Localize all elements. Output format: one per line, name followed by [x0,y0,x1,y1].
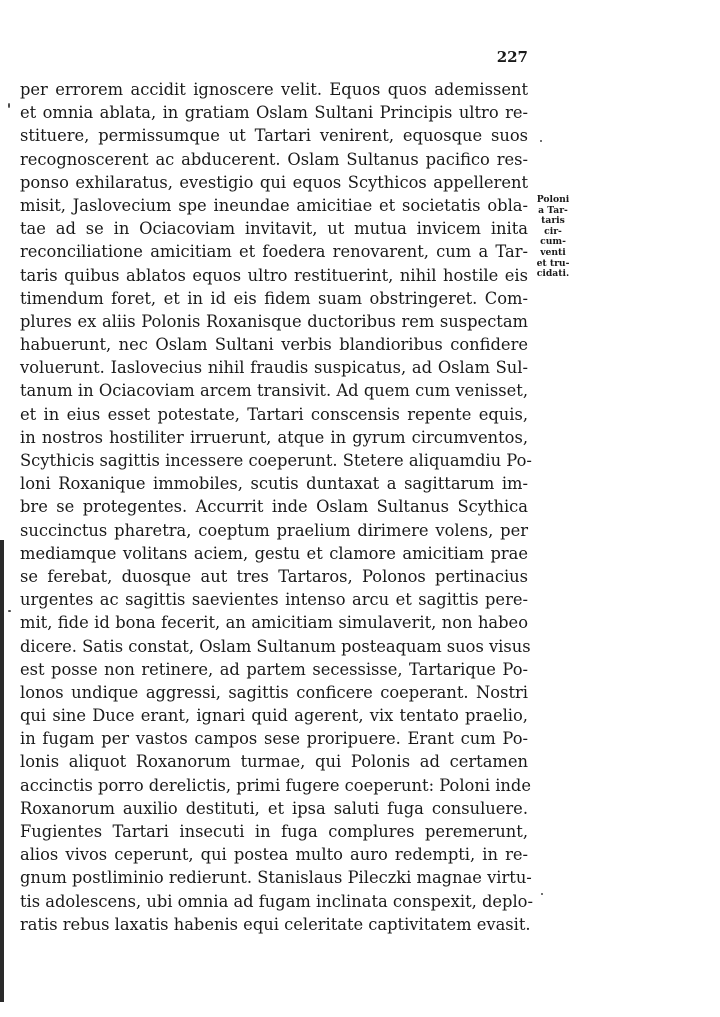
text-line: in nostros hostiliter irruerunt, atque in gyrum circumventos, [20,427,528,447]
text-line: recognoscerent ac abducerent. Oslam Sultanus pacifico res- [20,149,528,169]
marginal-note-line: a Tar- [538,204,568,216]
text-line: lonis aliquot Roxanorum turmae, qui Polonis ad certamen [20,752,528,772]
text-line: Fugientes Tartari insecuti in fuga complures peremerunt, [20,822,528,841]
text-line: tanum in Ociacoviam arcem transivit. Ad quem cum venisset, [20,381,528,401]
text-line: Roxanorum auxilio destituti, et ipsa saluti fuga consuluere. [20,798,528,818]
text-line: mit, fide id bona fecerit, an amicitiam simulaverit, non habeo [20,613,528,633]
marginal-note-line: cidati. [536,268,570,280]
page-edge-shadow [0,540,4,1002]
text-line: bre se protegentes. Accurrit inde Oslam Sultanus Scythica [20,497,528,517]
marginal-note-line: Poloni [536,194,570,205]
marginal-note [533,195,573,280]
text-line: habuerunt, nec Oslam Sultani verbis blandioribus confidere [20,335,528,355]
text-line: qui sine Duce erant, ignari quid agerent, vix tentato praelio, [20,706,528,726]
marginal-note-line: taris [541,215,565,227]
text-line: plures ex aliis Polonis Roxanisque ductoribus rem suspectam [20,311,528,331]
marginal-note-line: venti [540,246,566,258]
text-line: in fugam per vastos campos sese proripuere. Erant cum Po- [20,729,528,749]
text-line: mediamque volitans aciem, gestu et clamore amicitiam prae [20,543,528,563]
print-speck [8,610,11,612]
text-line: ratis rebus laxatis habenis equi celeritate captivitatem evasit. [20,914,531,934]
text-line: gnum postliminio redierunt. Stanislaus Pileczki magnae virtu- [20,868,532,888]
print-speck [541,893,543,895]
text-line: tae ad se in Ociacoviam invitavit, ut mutua invicem inita [20,219,528,239]
text-line: tis adolescens, ubi omnia ad fugam inclinata conspexit, deplo- [20,891,533,911]
text-line: misit, Jaslovecium spe ineundae amicitiae et societatis obla- [20,195,528,215]
text-line: taris quibus ablatos equos ultro restituerint, nihil hostile eis [20,265,528,285]
text-line: timendum foret, et in id eis fidem suam obstringeret. Com- [20,288,528,308]
text-line: voluerunt. Iaslovecius nihil fraudis suspicatus, ad Oslam Sul- [20,358,528,378]
text-line: Scythicis sagittis incessere coeperunt. Stetere aliquamdiu Po- [20,451,532,470]
text-line: stituere, permissumque ut Tartari venirent, equosque suos [20,126,528,146]
page-number: 227 [496,48,528,66]
print-speck [8,103,10,108]
text-line: urgentes ac sagittis saevientes intenso arcu et sagittis pere- [20,590,528,610]
text-line: ponso exhilaratus, evestigio qui equos Scythicos appellerent [20,172,528,192]
marginal-note-line: cum- [540,236,566,248]
text-line: succinctus pharetra, coeptum praelium dirimere volens, per [20,520,528,540]
text-line: loni Roxanique immobiles, scutis duntaxat a sagittarum im- [20,474,528,494]
marginal-note-line: cir- [544,225,562,237]
text-line: et in eius esset potestate, Tartari conscensis repente equis, [20,404,528,424]
text-line: se ferebat, duosque aut tres Tartaros, Polonos pertinacius [20,566,528,586]
print-speck [540,140,542,142]
text-line: et omnia ablata, in gratiam Oslam Sultani Principis ultro re- [20,103,528,123]
text-line: dicere. Satis constat, Oslam Sultanum posteaquam suos visus [20,636,531,656]
body-text [20,78,533,936]
text-line: alios vivos ceperunt, qui postea multo auro redempti, in re- [20,845,528,865]
marginal-note-line: et tru- [536,257,570,269]
text-line: per errorem accidit ignoscere velit. Equos quos ademissent [20,80,528,99]
text-line: est posse non retinere, ad partem secessisse, Tartarique Po- [20,659,528,679]
text-line: accinctis porro derelictis, primi fugere coeperunt: Poloni inde [20,775,531,795]
text-line: lonos undique aggressi, sagittis conficere coeperant. Nostri [20,682,528,702]
text-line: reconciliatione amicitiam et foedera renovarent, cum a Tar- [20,242,528,262]
